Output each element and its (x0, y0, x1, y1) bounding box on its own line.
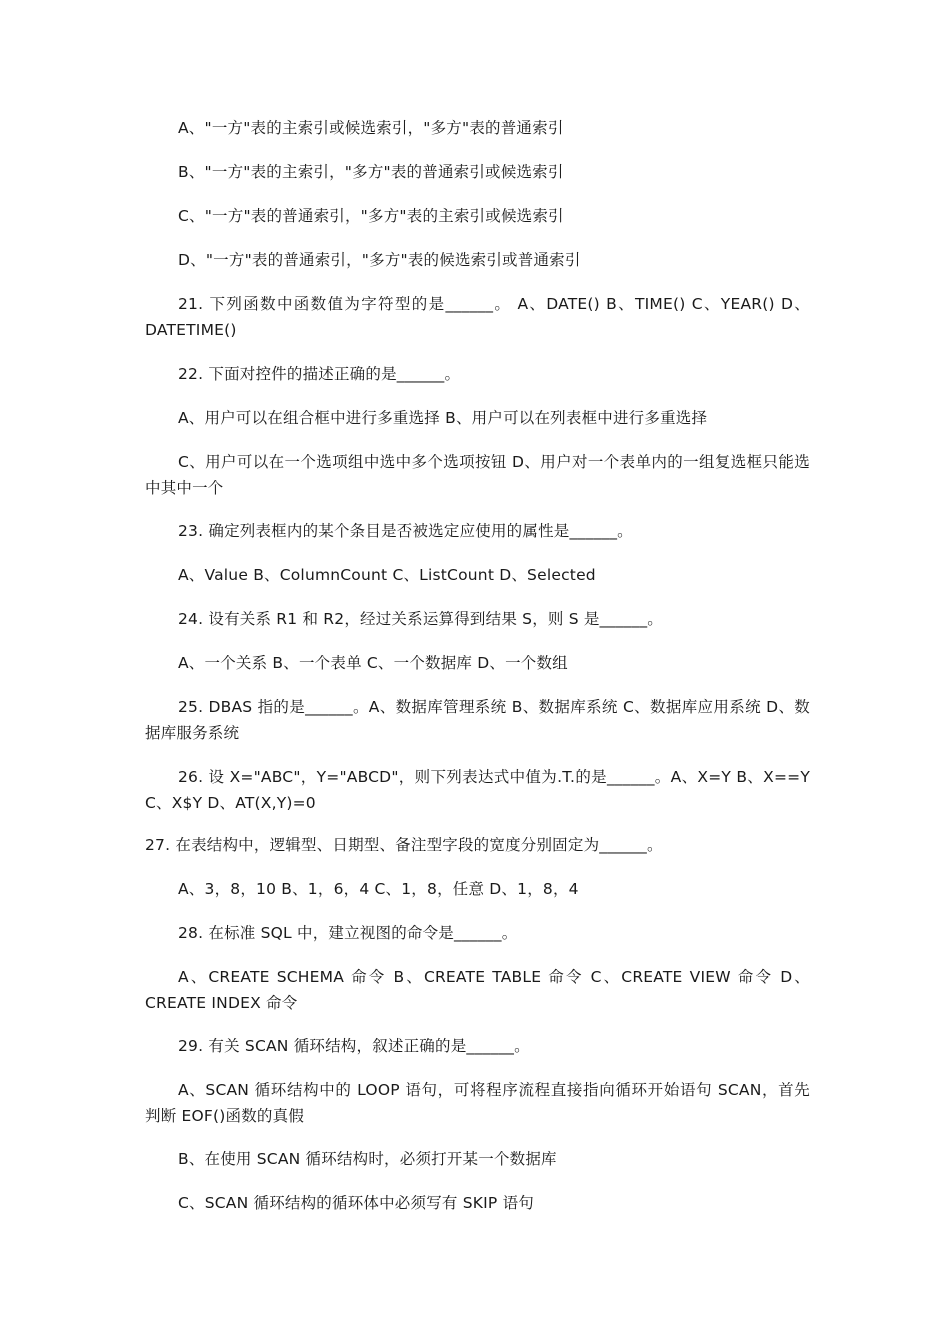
option-line: A、SCAN 循环结构中的 LOOP 语句，可将程序流程直接指向循环开始语句 SCAN，首先判断 EOF()函数的真假 (145, 1081, 810, 1125)
question-24: 24. 设有关系 R1 和 R2，经过关系运算得到结果 S，则 S 是______。 (178, 610, 663, 628)
question-29: 29. 有关 SCAN 循环结构，叙述正确的是______。 (178, 1037, 530, 1055)
option-line: A、CREATE SCHEMA 命令 B、CREATE TABLE 命令 C、CREATE VIEW 命令 D、CREATE INDEX 命令 (145, 968, 810, 1012)
option-line: A、一个关系 B、一个表单 C、一个数据库 D、一个数组 (178, 654, 568, 672)
option-line: C、"一方"表的普通索引，"多方"表的主索引或候选索引 (178, 207, 564, 225)
option-line: B、在使用 SCAN 循环结构时，必须打开某一个数据库 (178, 1150, 557, 1168)
option-line: D、"一方"表的普通索引，"多方"表的候选索引或普通索引 (178, 251, 581, 269)
question-21: 21. 下列函数中函数值为字符型的是______。 A、DATE() B、TIME() C、YEAR() D、DATETIME() (145, 295, 810, 339)
option-line: C、SCAN 循环结构的循环体中必须写有 SKIP 语句 (178, 1194, 534, 1212)
question-28: 28. 在标准 SQL 中，建立视图的命令是______。 (178, 924, 518, 942)
question-22: 22. 下面对控件的描述正确的是______。 (178, 365, 461, 383)
option-line: A、用户可以在组合框中进行多重选择 B、用户可以在列表框中进行多重选择 (178, 409, 708, 427)
option-line: C、用户可以在一个选项组中选中多个选项按钮 D、用户对一个表单内的一组复选框只能选中其中一个 (145, 453, 810, 497)
question-27: 27. 在表结构中，逻辑型、日期型、备注型字段的宽度分别固定为______。 (145, 836, 663, 854)
option-line: A、Value B、ColumnCount C、ListCount D、Selected (178, 566, 596, 584)
option-line: B、"一方"表的主索引，"多方"表的普通索引或候选索引 (178, 163, 564, 181)
question-25: 25. DBAS 指的是______。A、数据库管理系统 B、数据库系统 C、数据库应用系统 D、数据库服务系统 (145, 698, 810, 742)
option-line: A、"一方"表的主索引或候选索引，"多方"表的普通索引 (178, 119, 564, 137)
question-23: 23. 确定列表框内的某个条目是否被选定应使用的属性是______。 (178, 522, 633, 540)
question-26: 26. 设 X="ABC"，Y="ABCD"，则下列表达式中值为.T.的是______。A、X=Y B、X==Y C、X$Y D、AT(X,Y)=0 (145, 768, 810, 812)
option-line: A、3，8，10 B、1，6，4 C、1，8，任意 D、1，8，4 (178, 880, 579, 898)
